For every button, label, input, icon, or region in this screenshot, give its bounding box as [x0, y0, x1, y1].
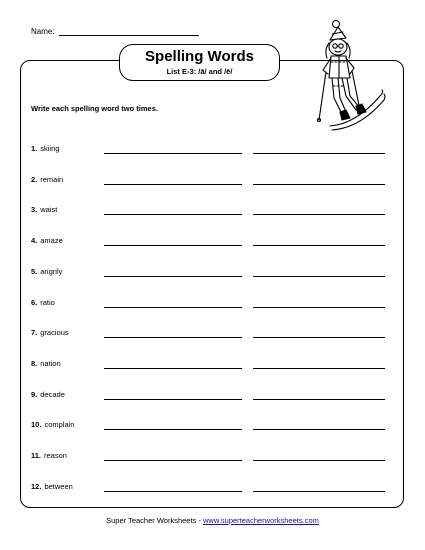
- word-number: 5.: [31, 266, 38, 276]
- write-line-first[interactable]: [104, 153, 242, 154]
- word-number: 9.: [31, 389, 38, 399]
- word-number: 10.: [31, 420, 42, 430]
- word-number: 12.: [31, 481, 42, 491]
- spelling-word: angrily: [40, 266, 63, 276]
- boot-right: [356, 104, 366, 114]
- word-number: 2.: [31, 174, 38, 184]
- write-line-second[interactable]: [253, 429, 385, 430]
- name-label: Name:: [31, 27, 55, 36]
- word-label: [31, 328, 69, 337]
- word-number: 6.: [31, 297, 38, 307]
- ski-pole-left: [319, 72, 326, 120]
- write-line-second[interactable]: [253, 245, 385, 246]
- spelling-word: amaze: [40, 236, 63, 246]
- spelling-word: waist: [40, 205, 58, 215]
- spelling-word: complain: [44, 420, 75, 430]
- word-row: [31, 478, 391, 494]
- write-line-second[interactable]: [253, 153, 385, 154]
- hat-pompom: [333, 21, 340, 28]
- word-label: [31, 390, 65, 399]
- write-line-first[interactable]: [104, 399, 242, 400]
- spelling-word: remain: [40, 174, 64, 184]
- spelling-word: decade: [40, 389, 65, 399]
- write-line-second[interactable]: [253, 368, 385, 369]
- word-number: 1.: [31, 144, 38, 153]
- footer-text: Super Teacher Worksheets -: [106, 516, 203, 525]
- word-row: [31, 201, 391, 217]
- write-line-first[interactable]: [104, 368, 242, 369]
- word-row: [31, 386, 391, 402]
- spelling-word: ratio: [40, 297, 55, 307]
- word-label: [31, 205, 57, 214]
- write-line-first[interactable]: [104, 184, 242, 185]
- title-box: [119, 44, 280, 81]
- spelling-word: gracious: [40, 328, 69, 338]
- page-title: Spelling Words: [145, 48, 254, 65]
- write-line-second[interactable]: [253, 184, 385, 185]
- head: [329, 39, 347, 55]
- spelling-word: reason: [44, 451, 67, 460]
- word-row: [31, 416, 391, 432]
- name-field[interactable]: [59, 27, 199, 36]
- write-line-first[interactable]: [104, 491, 242, 492]
- write-line-first[interactable]: [104, 429, 242, 430]
- word-row: [31, 232, 391, 248]
- word-row: [31, 447, 391, 463]
- word-label: [31, 267, 62, 276]
- boot-left: [340, 110, 350, 120]
- left-leg: [332, 78, 342, 114]
- word-number: 3.: [31, 205, 38, 215]
- write-line-first[interactable]: [104, 337, 242, 338]
- word-row: [31, 294, 391, 310]
- write-line-second[interactable]: [253, 307, 385, 308]
- write-line-first[interactable]: [104, 307, 242, 308]
- ski-pole-right: [352, 71, 360, 110]
- word-label: [31, 144, 59, 153]
- word-number: 8.: [31, 358, 38, 368]
- word-number: 11.: [31, 451, 42, 460]
- write-line-first[interactable]: [104, 276, 242, 277]
- write-line-second[interactable]: [253, 337, 385, 338]
- word-label: [31, 451, 67, 460]
- write-line-first[interactable]: [104, 214, 242, 215]
- write-line-second[interactable]: [253, 276, 385, 277]
- word-label: [31, 175, 63, 184]
- word-number: 4.: [31, 236, 38, 246]
- word-label: [31, 359, 61, 368]
- footer: [0, 516, 425, 525]
- word-label: [31, 236, 63, 245]
- write-line-second[interactable]: [253, 491, 385, 492]
- write-line-first[interactable]: [104, 245, 242, 246]
- write-line-second[interactable]: [253, 399, 385, 400]
- word-row: [31, 355, 391, 371]
- name-row: [31, 27, 199, 36]
- instructions: Write each spelling word two times.: [31, 104, 158, 113]
- list-subtitle: List E-3: /ā/ and /ē/: [166, 67, 233, 76]
- word-row: [31, 263, 391, 279]
- right-leg: [347, 78, 360, 108]
- word-label: [31, 420, 74, 429]
- word-row: [31, 324, 391, 340]
- word-row: [31, 140, 391, 156]
- word-label: [31, 298, 55, 307]
- word-row: [31, 171, 391, 187]
- word-number: 7.: [31, 328, 38, 338]
- write-line-first[interactable]: [104, 460, 242, 461]
- spelling-word: between: [44, 481, 73, 491]
- skier-illustration: [316, 18, 386, 136]
- write-line-second[interactable]: [253, 214, 385, 215]
- write-line-second[interactable]: [253, 460, 385, 461]
- spelling-word: nation: [40, 358, 61, 368]
- word-label: [31, 482, 73, 491]
- spelling-word: skiing: [40, 144, 60, 153]
- footer-link[interactable]: www.superteacherworksheets.com: [202, 516, 319, 525]
